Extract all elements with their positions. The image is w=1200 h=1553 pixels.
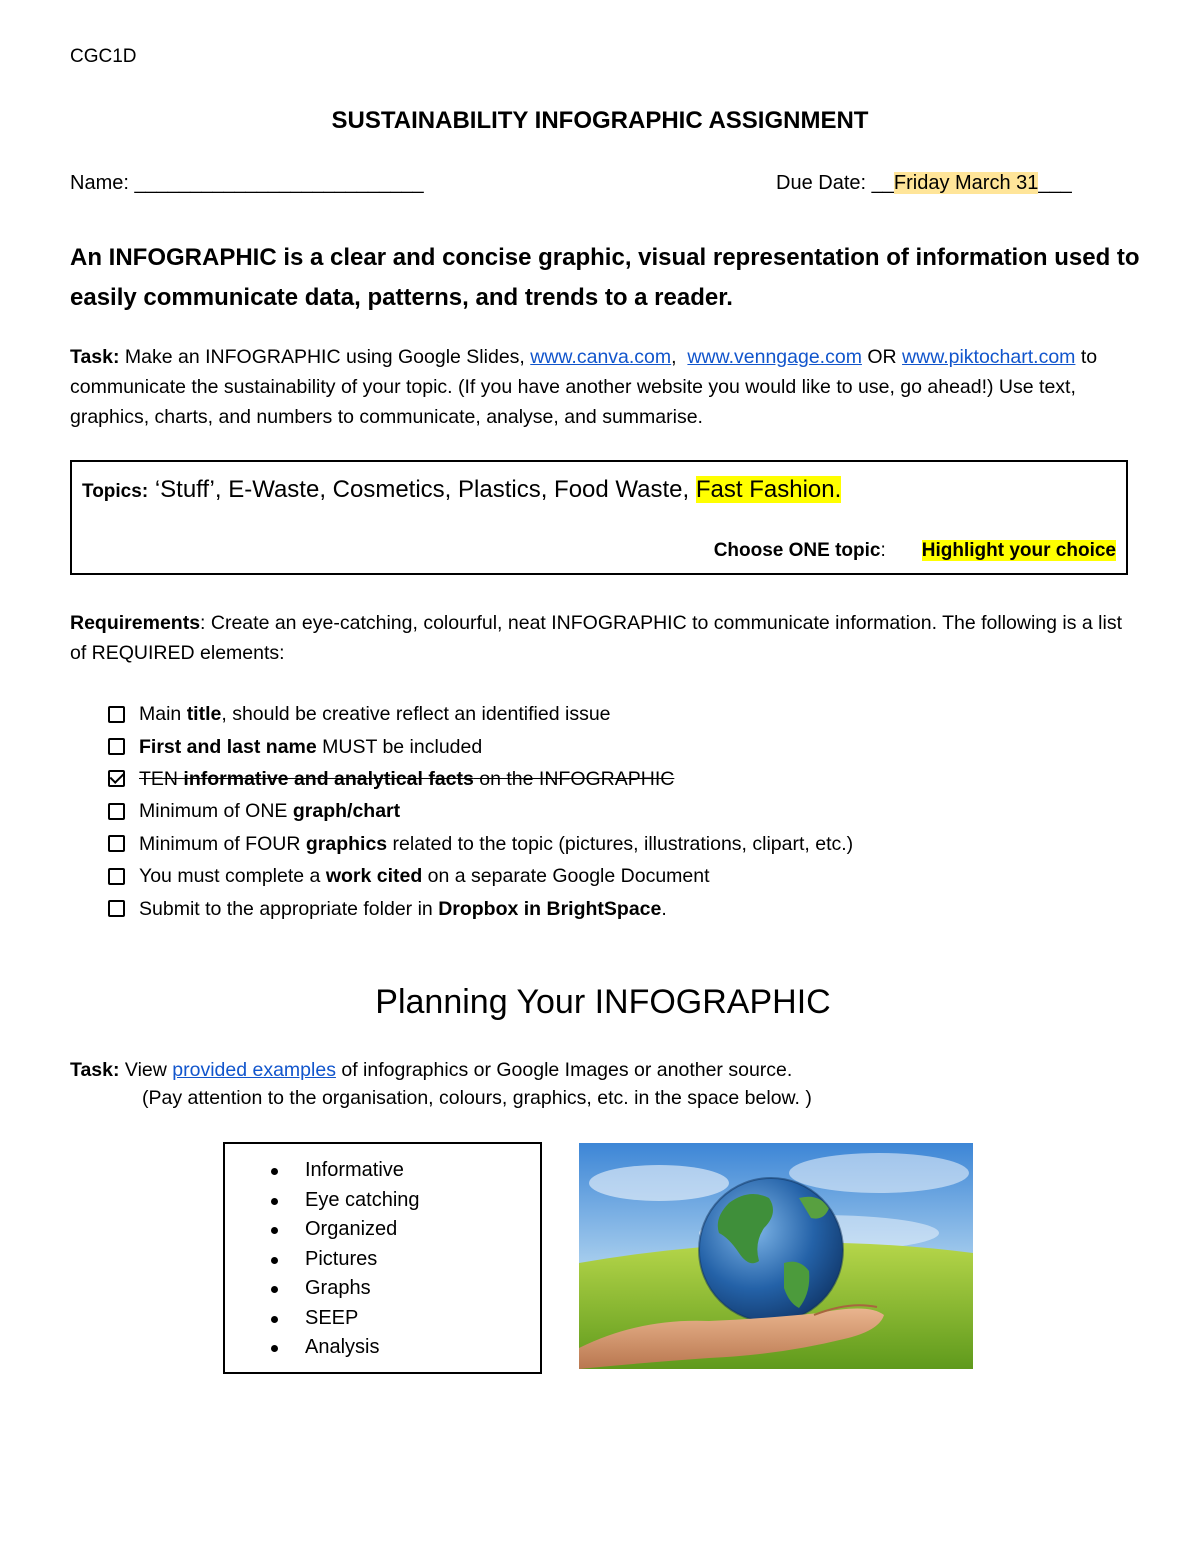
list-item: SEEP — [271, 1304, 420, 1334]
list-item: Informative — [271, 1156, 420, 1186]
or-text: OR — [867, 346, 897, 368]
choose-colon: : — [880, 540, 886, 561]
topics-list: ‘Stuff’, E-Waste, Cosmetics, Plastics, Food Waste, — [154, 476, 690, 503]
requirements-paragraph — [70, 608, 1140, 668]
item-text-bold: First and last name — [139, 735, 317, 758]
topic-selected: Fast Fashion. — [695, 476, 842, 503]
task-paragraph — [70, 342, 1140, 432]
item-text-pre: TEN — [139, 767, 184, 790]
checklist-item — [108, 860, 853, 892]
topics-box — [70, 460, 1128, 575]
item-text-bold: informative and analytical facts — [183, 767, 474, 790]
item-text-post: , should be creative reflect an identified issue — [221, 703, 611, 726]
checked-checkbox-icon[interactable] — [108, 770, 125, 787]
item-text-pre: You must complete a — [139, 865, 326, 888]
provided-examples-link[interactable]: provided examples — [172, 1059, 336, 1081]
item-text-bold: work cited — [325, 865, 423, 888]
qualities-list — [271, 1156, 420, 1363]
due-date-value: Friday March 31 — [893, 172, 1039, 194]
item-text-pre: Minimum of FOUR — [139, 832, 306, 855]
checkbox-icon[interactable] — [108, 868, 125, 885]
task-text-2: to communicate the sustainability of your topic. (If you have another website you would like to use, go ahead!) Use text, graphics, charts, and numbers to communicate, analyse, and summarise. — [70, 346, 1098, 428]
item-text-post: on the INFOGRAPHIC — [473, 767, 675, 790]
planning-heading: Planning Your INFOGRAPHIC — [375, 983, 831, 1021]
canva-link[interactable]: www.canva.com — [530, 346, 672, 368]
topics-label: Topics: — [82, 481, 149, 502]
topics-line — [82, 476, 841, 504]
checkbox-icon[interactable] — [108, 706, 125, 723]
task-label: Task: — [70, 346, 120, 368]
item-text-post: MUST be included — [316, 735, 483, 758]
item-text-pre: Main — [139, 703, 187, 726]
item-text-pre: Submit to the appropriate folder in — [139, 897, 439, 920]
requirements-label: Requirements — [70, 612, 201, 634]
due-label: Due Date: — [776, 172, 867, 194]
list-item: Pictures — [271, 1245, 420, 1275]
item-text-pre: Minimum of ONE — [139, 800, 293, 823]
list-item: Organized — [271, 1215, 420, 1245]
due-pre: __ — [871, 172, 894, 194]
checkbox-icon[interactable] — [108, 900, 125, 917]
checklist-item — [108, 730, 853, 762]
requirements-checklist — [108, 698, 853, 925]
course-code: CGC1D — [70, 46, 137, 67]
list-item: Eye catching — [271, 1186, 420, 1216]
checklist-item-text — [139, 796, 400, 826]
planning-task-pre: View — [124, 1059, 167, 1081]
checklist-item-text — [139, 861, 710, 891]
choose-topic-line — [714, 540, 1116, 562]
name-label: Name: — [70, 172, 129, 194]
list-item: Graphs — [271, 1274, 420, 1304]
planning-task-note: (Pay attention to the organisation, colours, graphics, etc. in the space below. ) — [142, 1087, 812, 1109]
hand-holding-globe-image — [579, 1143, 973, 1369]
choose-instruction: Highlight your choice — [921, 540, 1116, 561]
item-text-bold: graphics — [305, 832, 388, 855]
name-blank: __________________________ — [134, 172, 424, 194]
intro-definition: An INFOGRAPHIC is a clear and concise graphic, visual representation of information used to easily communicate data, patterns, and trends to a reader. — [70, 244, 1140, 311]
name-field — [70, 172, 424, 195]
checklist-item-text — [139, 699, 611, 729]
checkbox-icon[interactable] — [108, 738, 125, 755]
due-post: ___ — [1038, 172, 1072, 194]
due-date-field — [776, 172, 1072, 195]
planning-task-post: of infographics or Google Images or another source. — [341, 1059, 793, 1081]
checklist-item — [108, 698, 853, 730]
checklist-item — [108, 828, 853, 860]
checklist-item-text — [139, 732, 482, 762]
link-separator: , — [671, 346, 677, 368]
checkbox-icon[interactable] — [108, 803, 125, 820]
item-text-post: . — [661, 897, 667, 920]
checklist-item — [108, 795, 853, 827]
infographic-qualities-box — [223, 1142, 542, 1374]
checkbox-icon[interactable] — [108, 835, 125, 852]
list-item: Analysis — [271, 1333, 420, 1363]
item-text-bold: title — [186, 703, 222, 726]
item-text-post: on a separate Google Document — [422, 865, 710, 888]
checklist-item-text — [139, 829, 853, 859]
task-text-1: Make an INFOGRAPHIC using Google Slides, — [124, 346, 525, 368]
planning-task — [70, 1056, 1140, 1112]
piktochart-link[interactable]: www.piktochart.com — [902, 346, 1076, 368]
choose-label: Choose ONE topic — [713, 540, 881, 561]
checklist-item-text — [139, 894, 667, 924]
checklist-item — [108, 892, 853, 924]
planning-task-label: Task: — [70, 1059, 120, 1081]
item-text-bold: Dropbox in BrightSpace — [438, 897, 662, 920]
item-text-bold: graph/chart — [292, 800, 401, 823]
checklist-item — [108, 763, 853, 795]
requirements-text: : Create an eye-catching, colourful, neat INFOGRAPHIC to communicate information. The following is a list of REQUIRED elements: — [70, 612, 1123, 664]
venngage-link[interactable]: www.venngage.com — [687, 346, 862, 368]
item-text-post: related to the topic (pictures, illustrations, clipart, etc.) — [387, 832, 854, 855]
page-title: SUSTAINABILITY INFOGRAPHIC ASSIGNMENT — [331, 107, 869, 134]
checklist-item-text — [139, 764, 674, 794]
